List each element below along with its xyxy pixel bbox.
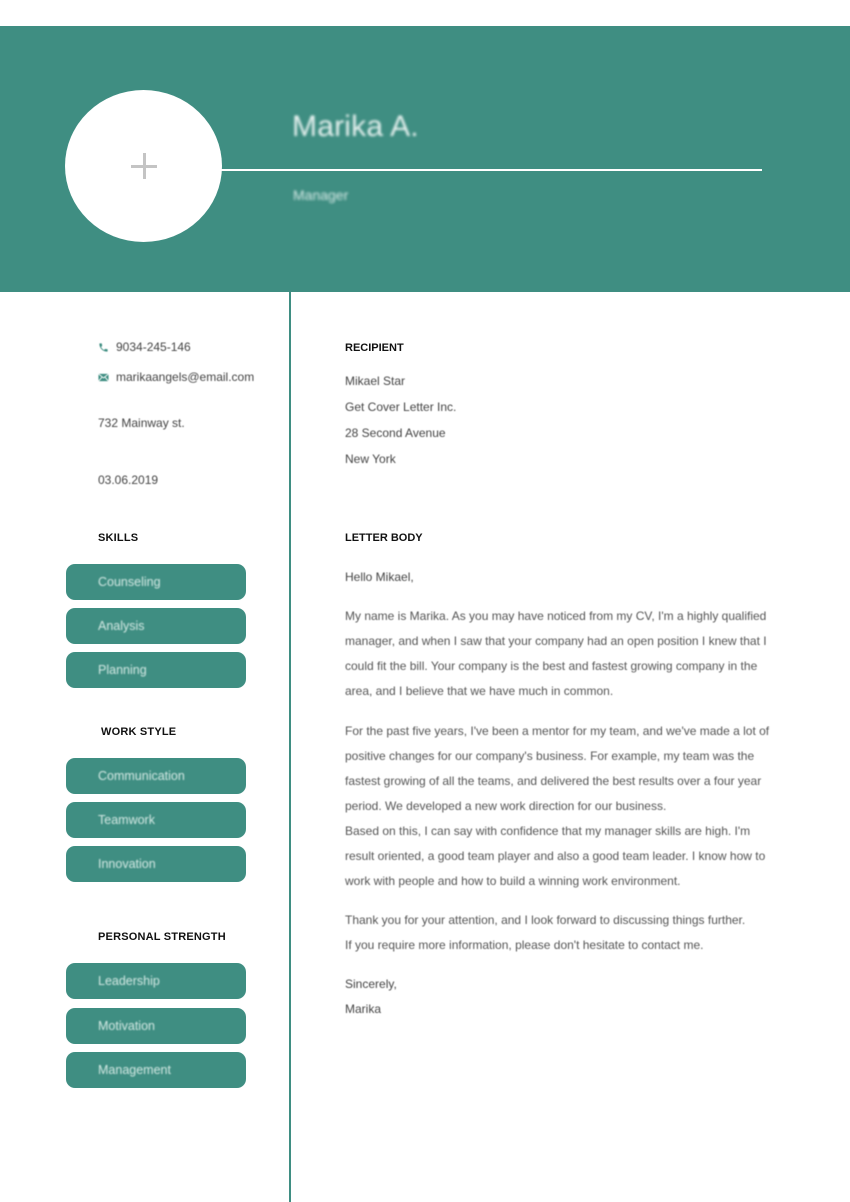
work-style-pill — [66, 758, 246, 794]
skill-label: Analysis — [98, 619, 145, 633]
recipient-company: Get Cover Letter Inc. — [345, 400, 457, 414]
work-style-pill — [66, 846, 246, 882]
text-line: work with people and how to build a winning work environment. — [345, 874, 681, 888]
skills-title: SKILLS — [98, 532, 139, 544]
envelope-icon — [98, 373, 109, 382]
plus-icon — [131, 153, 157, 179]
closing: Sincerely, — [345, 977, 397, 991]
phone-icon — [98, 342, 109, 353]
contact-email — [98, 370, 254, 384]
text-line: positive changes for our company's business. For example, my team was the — [345, 749, 755, 763]
skill-label: Counseling — [98, 575, 161, 589]
skill-pill — [66, 652, 246, 688]
recipient-city: New York — [345, 452, 396, 466]
recipient-street: 28 Second Avenue — [345, 426, 446, 440]
photo-placeholder[interactable] — [65, 90, 222, 242]
skill-label: Planning — [98, 663, 147, 677]
recipient-name: Mikael Star — [345, 374, 406, 388]
recipient-title: RECIPIENT — [345, 342, 404, 354]
paragraph-2 — [345, 719, 775, 894]
contact-phone — [98, 340, 191, 354]
text-line: For the past five years, I've been a mentor for my team, and we've made a lot of — [345, 724, 770, 738]
work-style-label: Teamwork — [98, 813, 155, 827]
strength-label: Motivation — [98, 1019, 155, 1033]
text-line: My name is Marika. As you may have noticed from my CV, I'm a highly qualified — [345, 609, 767, 623]
paragraph-3 — [345, 908, 775, 958]
skill-pill — [66, 564, 246, 600]
text-line: fastest growing of all the teams, and delivered the best results over a four year — [345, 774, 762, 788]
work-style-title: WORK STYLE — [101, 726, 177, 738]
text-line: Based on this, I can say with confidence that my manager skills are high. I'm — [345, 824, 751, 838]
letter-body-title: LETTER BODY — [345, 532, 423, 544]
candidate-name: Marika A. — [292, 110, 419, 143]
text-line: Thank you for your attention, and I look forward to discussing things further. — [345, 913, 746, 927]
strength-label: Management — [98, 1063, 171, 1077]
text-line: If you require more information, please don't hesitate to contact me. — [345, 938, 704, 952]
strength-pill — [66, 1008, 246, 1044]
header-banner — [0, 26, 850, 292]
text-line: manager, and when I saw that your company had an open position I knew that I — [345, 634, 767, 648]
paragraph-1 — [345, 604, 775, 704]
signature: Marika — [345, 1002, 382, 1016]
greeting: Hello Mikael, — [345, 570, 414, 584]
skill-pill — [66, 608, 246, 644]
column-divider — [289, 292, 291, 1202]
text-line: could fit the bill. Your company is the best and fastest growing company in the — [345, 659, 758, 673]
header-divider — [220, 169, 762, 171]
personal-strength-title: PERSONAL STRENGTH — [98, 931, 226, 943]
work-style-label: Communication — [98, 769, 185, 783]
date-text: 03.06.2019 — [98, 473, 159, 487]
strength-pill — [66, 963, 246, 999]
text-line: period. We developed a new work direction for our business. — [345, 799, 667, 813]
address-text: 732 Mainway st. — [98, 416, 185, 430]
text-line: area, and I believe that we have much in common. — [345, 684, 614, 698]
email-text: marikaangels@email.com — [116, 370, 255, 384]
phone-text: 9034-245-146 — [116, 340, 191, 354]
strength-label: Leadership — [98, 974, 160, 988]
work-style-pill — [66, 802, 246, 838]
job-title: Manager — [293, 187, 349, 203]
strength-pill — [66, 1052, 246, 1088]
text-line: result oriented, a good team player and also a good team leader. I know how to — [345, 849, 766, 863]
work-style-label: Innovation — [98, 857, 156, 871]
